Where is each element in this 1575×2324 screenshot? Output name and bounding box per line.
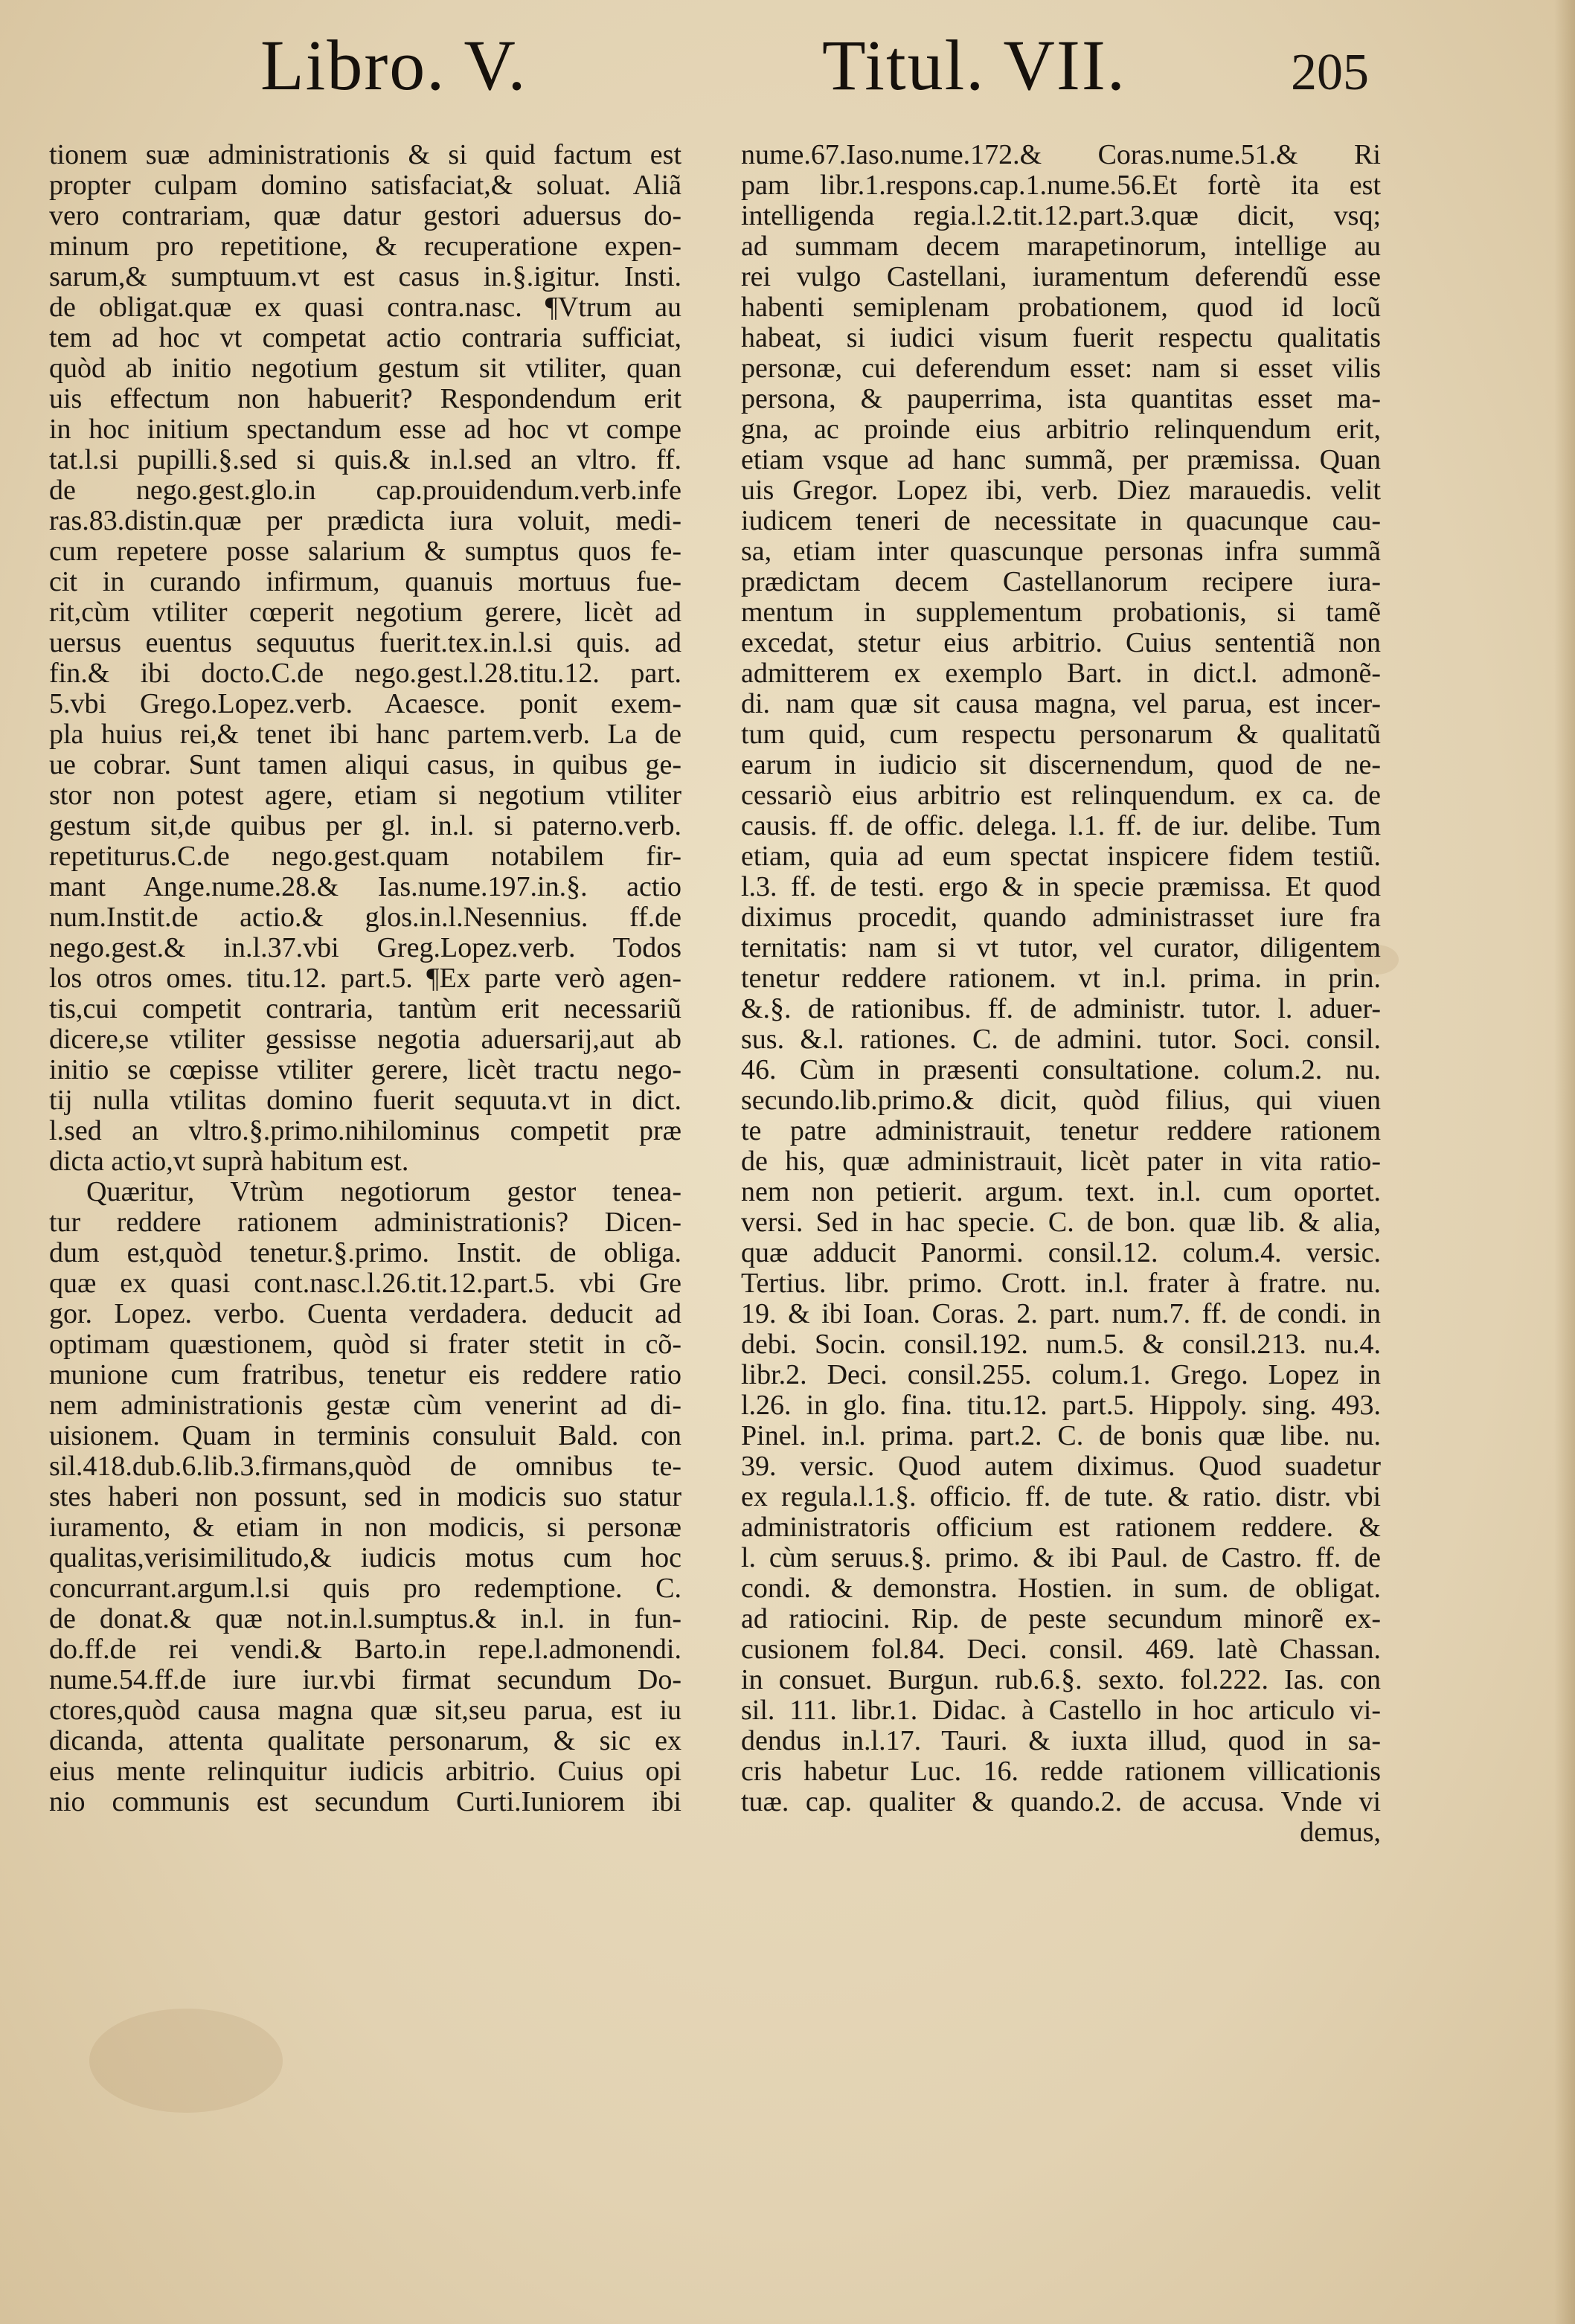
text-line: Quæritur, Vtrùm negotiorum gestor tenea- — [86, 1177, 681, 1207]
text-line: tionem suæ administrationis & si quid factum est — [49, 140, 681, 170]
text-line: mant Ange.nume.28.& Ias.nume.197.in.§. actio — [49, 872, 681, 902]
text-line: nume.54.ff.de iure iur.vbi firmat secundum Do- — [49, 1665, 681, 1695]
text-line: gestum sit,de quibus per gl. in.l. si paterno.verb. — [49, 811, 681, 841]
text-line: uersus euentus sequutus fuerit.tex.in.l.si quis. ad — [49, 628, 681, 658]
text-line: tur reddere rationem administrationis? Dicen- — [49, 1207, 681, 1238]
text-line: 5.vbi Grego.Lopez.verb. Acaesce. ponit exem- — [49, 689, 681, 719]
text-line: uis effectum non habuerit? Respondendum erit — [49, 384, 681, 414]
text-line: nego.gest.& in.l.37.vbi Greg.Lopez.verb. Todos — [49, 933, 681, 963]
text-line: sil. 111. libr.1. Didac. à Castello in hoc articulo vi- — [741, 1695, 1381, 1726]
text-line: &.§. de rationibus. ff. de administr. tutor. l. aduer- — [741, 994, 1381, 1024]
text-line: num.Instit.de actio.& glos.in.l.Nesennius. ff.de — [49, 902, 681, 933]
text-line: iuramento, & etiam in non modicis, si personæ — [49, 1512, 681, 1543]
text-line: dicere,se vtiliter gessisse negotia aduersarij,aut ab — [49, 1024, 681, 1055]
text-line: quòd ab initio negotium gestum sit vtiliter, quan — [49, 353, 681, 384]
text-line: cusionem fol.84. Deci. consil. 469. latè Chassan. — [741, 1634, 1381, 1665]
text-line: ex regula.l.1.§. officio. ff. de tute. & ratio. distr. vbi — [741, 1482, 1381, 1512]
text-line: admitterem ex exemplo Bart. in dict.l. admonẽ- — [741, 658, 1381, 689]
text-line: 46. Cùm in præsenti consultatione. colum.2. nu. — [741, 1055, 1381, 1085]
text-line: habeat, si iudici visum fuerit respectu qualitatis — [741, 323, 1381, 353]
text-line: gna, ac proinde eius arbitrio relinquendum erit, — [741, 414, 1381, 445]
text-line: initio se cœpisse vtiliter gerere, licèt tractu nego- — [49, 1055, 681, 1085]
running-head-title: Titul. VII. — [822, 25, 1126, 105]
text-line: Tertius. libr. primo. Crott. in.l. frater à fratre. nu. — [741, 1268, 1381, 1299]
text-line: intelligenda regia.l.2.tit.12.part.3.quæ dicit, vsq; — [741, 201, 1381, 231]
text-line: sus. &.l. rationes. C. de admini. tutor. Soci. consil. — [741, 1024, 1381, 1055]
text-line: condi. & demonstra. Hostien. in sum. de obligat. — [741, 1573, 1381, 1604]
text-line: Pinel. in.l. prima. part.2. C. de bonis quæ libe. nu. — [741, 1421, 1381, 1451]
text-line: tenetur reddere rationem. vt in.l. prima. in prin. — [741, 963, 1381, 994]
right-text-column — [741, 140, 1381, 1848]
text-line: quæ adducit Panormi. consil.12. colum.4. versic. — [741, 1238, 1381, 1268]
text-line: uis Gregor. Lopez ibi, verb. Diez marauedis. velit — [741, 475, 1381, 506]
text-line: di. nam quæ sit causa magna, vel parua, est incer- — [741, 689, 1381, 719]
running-head-book: Libro. V. — [260, 25, 527, 105]
text-line: personæ, cui deferendum esset: nam si esset vilis — [741, 353, 1381, 384]
text-line: minum pro repetitione, & recuperatione expen- — [49, 231, 681, 262]
text-line: cris habetur Luc. 16. redde rationem villicationis — [741, 1756, 1381, 1787]
text-line: prædictam decem Castellanorum recipere iura- — [741, 567, 1381, 597]
text-line: vero contrariam, quæ datur gestori aduersus do- — [49, 201, 681, 231]
text-line: de his, quæ administrauit, licèt pater in vita ratio- — [741, 1146, 1381, 1177]
text-line: in hoc initium spectandum esse ad hoc vt compe — [49, 414, 681, 445]
text-line: iudicem teneri de necessitate in quacunque cau- — [741, 506, 1381, 536]
text-line: earum in iudicio sit discernendum, quod de ne- — [741, 750, 1381, 780]
text-line: causis. ff. de offic. delega. l.1. ff. de iur. delibe. Tum — [741, 811, 1381, 841]
text-line: excedat, stetur eius arbitrio. Cuius sententiã non — [741, 628, 1381, 658]
text-line: munione cum fratribus, tenetur eis reddere ratio — [49, 1360, 681, 1390]
text-line: cit in curando infirmum, quanuis mortuus fue- — [49, 567, 681, 597]
text-line: etiam, quia ad eum spectat inspicere fidem testiũ. — [741, 841, 1381, 872]
text-line: secundo.lib.primo.& dicit, quòd filius, qui viuen — [741, 1085, 1381, 1116]
text-line: eius mente relinquitur iudicis arbitrio. Cuius opi — [49, 1756, 681, 1787]
text-line: dicta actio,vt suprà habitum est. — [49, 1146, 409, 1177]
folio-number: 205 — [1291, 44, 1369, 101]
text-line: de obligat.quæ ex quasi contra.nasc. ¶Vtrum au — [49, 292, 681, 323]
text-line: te patre administrauit, tenetur reddere rationem — [741, 1116, 1381, 1146]
text-line: stes haberi non possunt, sed in modicis suo statur — [49, 1482, 681, 1512]
text-line: sarum,& sumptuum.vt est casus in.§.igitur. Insti. — [49, 262, 681, 292]
text-line: los otros omes. titu.12. part.5. ¶Ex parte verò agen- — [49, 963, 681, 994]
text-line: nem non petierit. argum. text. in.l. cum oportet. — [741, 1177, 1381, 1207]
text-line: ue cobrar. Sunt tamen aliqui casus, in quibus ge- — [49, 750, 681, 780]
text-line: l. cùm seruus.§. primo. & ibi Paul. de Castro. ff. de — [741, 1543, 1381, 1573]
text-line: repetiturus.C.de nego.gest.quam notabilem fir- — [49, 841, 681, 872]
text-line: nio communis est secundum Curti.Iuniorem ibi — [49, 1787, 681, 1817]
text-line: do.ff.de rei vendi.& Barto.in repe.l.admonendi. — [49, 1634, 681, 1665]
text-line: 19. & ibi Ioan. Coras. 2. part. num.7. ff. de condi. in — [741, 1299, 1381, 1329]
text-line: tem ad hoc vt competat actio contraria sufficiat, — [49, 323, 681, 353]
text-line: 39. versic. Quod autem diximus. Quod suadetur — [741, 1451, 1381, 1482]
text-line: stor non potest agere, etiam si negotium vtiliter — [49, 780, 681, 811]
text-line: optimam quæstionem, quòd si frater stetit in cõ- — [49, 1329, 681, 1360]
text-line: tis,cui competit contraria, tantùm erit necessariũ — [49, 994, 681, 1024]
paper-stain — [89, 2009, 283, 2113]
text-line: diximus procedit, quando administrasset iure fra — [741, 902, 1381, 933]
text-line: fin.& ibi docto.C.de nego.gest.l.28.titu.12. part. — [49, 658, 681, 689]
text-line: propter culpam domino satisfaciat,& soluat. Aliã — [49, 170, 681, 201]
text-line: mentum in supplementum probationis, si tamẽ — [741, 597, 1381, 628]
text-line: uisionem. Quam in terminis consuluit Bald. con — [49, 1421, 681, 1451]
text-line: demus, — [1300, 1817, 1381, 1848]
text-line: cessariò eius arbitrio est relinquendum. ex ca. de — [741, 780, 1381, 811]
text-line: ternitatis: nam si vt tutor, vel curator, diligentem — [741, 933, 1381, 963]
text-line: versi. Sed in hac specie. C. de bon. quæ lib. & alia, — [741, 1207, 1381, 1238]
text-line: quæ ex quasi cont.nasc.l.26.tit.12.part.5. vbi Gre — [49, 1268, 681, 1299]
text-line: l.3. ff. de testi. ergo & in specie præmissa. Et quod — [741, 872, 1381, 902]
text-line: tuæ. cap. qualiter & quando.2. de accusa. Vnde vi — [741, 1787, 1381, 1817]
text-line: rei vulgo Castellani, iuramentum deferendũ esse — [741, 262, 1381, 292]
text-line: nume.67.Iaso.nume.172.& Coras.nume.51.& Ri — [741, 140, 1381, 170]
text-line: dum est,quòd tenetur.§.primo. Instit. de obliga. — [49, 1238, 681, 1268]
text-line: in consuet. Burgun. rub.6.§. sexto. fol.222. Ias. con — [741, 1665, 1381, 1695]
text-line: tij nulla vtilitas domino fuerit sequuta.vt in dict. — [49, 1085, 681, 1116]
text-line: etiam vsque ad hanc summã, per præmissa. Quan — [741, 445, 1381, 475]
text-line: rit,cùm vtiliter cœperit negotium gerere, licèt ad — [49, 597, 681, 628]
text-line: ad ratiocini. Rip. de peste secundum minorẽ ex- — [741, 1604, 1381, 1634]
text-line: ras.83.distin.quæ per prædicta iura voluit, medi- — [49, 506, 681, 536]
text-line: pam libr.1.respons.cap.1.nume.56.Et fortè ita est — [741, 170, 1381, 201]
text-line: sil.418.dub.6.lib.3.firmans,quòd de omnibus te- — [49, 1451, 681, 1482]
text-line: pla huius rei,& tenet ibi hanc partem.verb. La de — [49, 719, 681, 750]
text-line: ctores,quòd causa magna quæ sit,seu parua, est iu — [49, 1695, 681, 1726]
text-line: tat.l.si pupilli.§.sed si quis.& in.l.sed an vltro. ff. — [49, 445, 681, 475]
text-line: administratoris officium est rationem reddere. & — [741, 1512, 1381, 1543]
text-line: de nego.gest.glo.in cap.prouidendum.verb.infe — [49, 475, 681, 506]
text-line: tum quid, cum respectu personarum & qualitatũ — [741, 719, 1381, 750]
text-line: ad summam decem marapetinorum, intellige au — [741, 231, 1381, 262]
page-edge-shadow — [1554, 0, 1575, 2324]
text-line: qualitas,verisimilitudo,& iudicis motus cum hoc — [49, 1543, 681, 1573]
text-line: gor. Lopez. verbo. Cuenta verdadera. deducit ad — [49, 1299, 681, 1329]
text-line: de donat.& quæ not.in.l.sumptus.& in.l. in fun- — [49, 1604, 681, 1634]
text-line: l.sed an vltro.§.primo.nihilominus competit præ — [49, 1116, 681, 1146]
text-line: nem administrationis gestæ cùm venerint ad di- — [49, 1390, 681, 1421]
text-line: dicanda, attenta qualitate personarum, & sic ex — [49, 1726, 681, 1756]
text-line: libr.2. Deci. consil.255. colum.1. Grego. Lopez in — [741, 1360, 1381, 1390]
text-line: concurrant.argum.l.si quis pro redemptione. C. — [49, 1573, 681, 1604]
text-line: persona, & pauperrima, ista quantitas esset ma- — [741, 384, 1381, 414]
text-line: dendus in.l.17. Tauri. & iuxta illud, quod in sa- — [741, 1726, 1381, 1756]
text-line: debi. Socin. consil.192. num.5. & consil.213. nu.4. — [741, 1329, 1381, 1360]
left-text-column — [49, 140, 681, 1817]
text-line: habenti semiplenam probationem, quod id locũ — [741, 292, 1381, 323]
text-line: sa, etiam inter quascunque personas infra summã — [741, 536, 1381, 567]
text-line: cum repetere posse salarium & sumptus quos fe- — [49, 536, 681, 567]
text-line: l.26. in glo. fina. titu.12. part.5. Hippoly. sing. 493. — [741, 1390, 1381, 1421]
